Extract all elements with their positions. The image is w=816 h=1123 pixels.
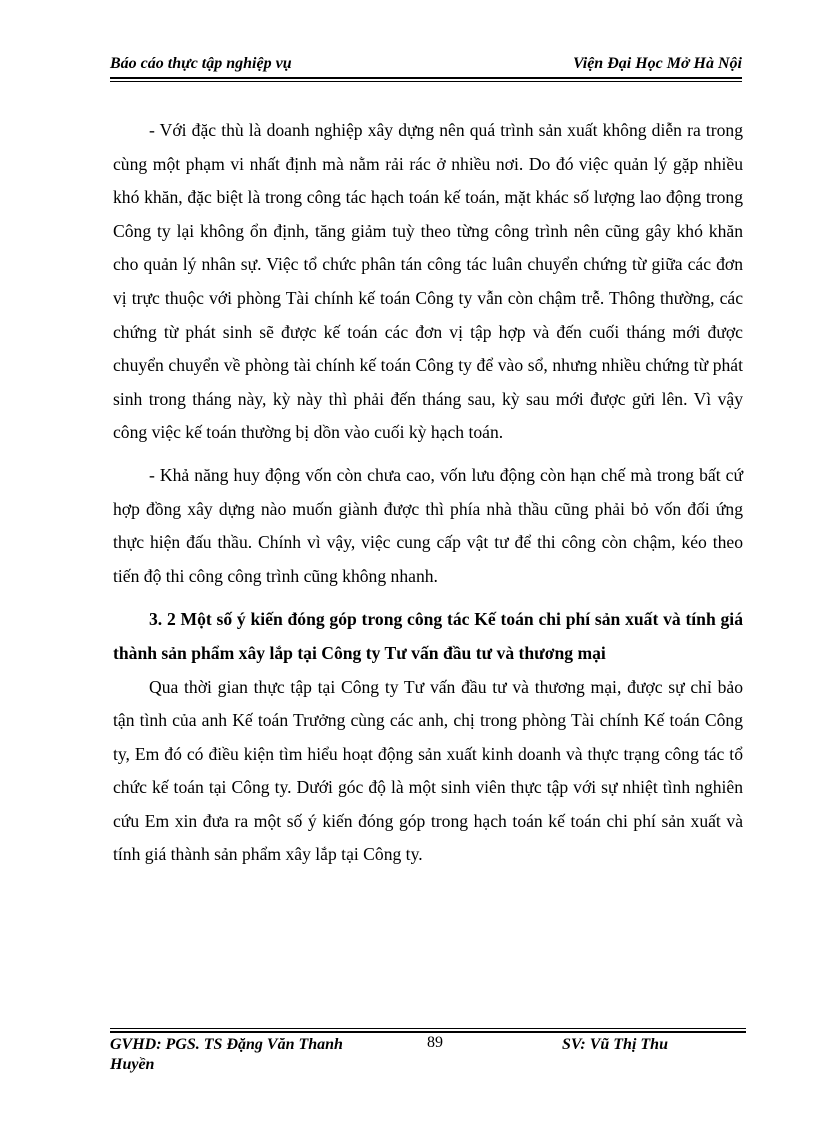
page-footer: [110, 1033, 746, 1083]
header-divider: [110, 77, 742, 82]
paragraph-internship-intro: Qua thời gian thực tập tại Công ty Tư vấn đầu tư và thương mại, được sự chỉ bảo tận tình của anh Kế toán Trưởng cùng các anh, chị trong phòng Tài chính Kế toán Công ty, Em đó có điều kiện tìm hiểu hoạt động sản xuất kinh doanh và thực trạng công tác tổ chức kế toán tại Công ty. Dưới góc độ là một sinh viên thực tập với sự nhiệt tình nghiên cứu Em xin đưa ra một số ý kiến đóng góp trong hạch toán kế toán chi phí sản xuất và tính giá thành sản phẩm xây lắp tại Công ty.: [113, 676, 743, 865]
page-number: 89: [427, 1034, 443, 1051]
advisor-name: GVHD: PGS. TS Đặng Văn Thanh Huyền: [110, 1036, 343, 1073]
institution-name: Viện Đại Học Mở Hà Nội: [572, 55, 742, 72]
report-title: Báo cáo thực tập nghiệp vụ: [110, 55, 292, 72]
paragraph-decentralized-operations: - Với đặc thù là doanh nghiệp xây dựng nên quá trình sản xuất không diễn ra trong cùng một phạm vi nhất định mà nằm rải rác ở nhiều nơi. Do đó việc quản lý gặp nhiều khó khăn, đặc biệt là trong công tác hạch toán kế toán, mặt khác số lượng lao động trong Công ty lại không ổn định, tăng giảm tuỳ theo từng công trình nên cũng gây khó khăn cho quản lý nhân sự. Việc tổ chức phân tán công tác luân chuyển chứng từ giữa các đơn vị trực thuộc với phòng Tài chính kế toán Công ty vẫn còn chậm trễ. Thông thường, các chứng từ phát sinh sẽ được kế toán các đơn vị tập hợp và đến cuối tháng mới được chuyển chuyển về phòng tài chính kế toán Công ty để vào sổ, nhưng nhiều chứng từ phát sinh trong tháng này, kỳ này thì phải đến tháng sau, kỳ sau mới được gửi lên. Vì vậy công việc kế toán thường bị dồn vào cuối kỳ hạch toán.: [113, 120, 743, 443]
page-header: [110, 52, 742, 76]
document-body: [113, 114, 743, 872]
section-heading: 3. 2 Một số ý kiến đóng góp trong công tác Kế toán chi phí sản xuất và tính giá thành sản phẩm xây lắp tại Công ty Tư vấn đầu tư và thương mại: [113, 609, 743, 663]
paragraph-capital-mobilization: - Khả năng huy động vốn còn chưa cao, vốn lưu động còn hạn chế mà trong bất cứ hợp đồng xây dựng nào muốn giành được thì phía nhà thầu cũng phải bỏ vốn đối ứng thực hiện đấu thầu. Chính vì vậy, việc cung cấp vật tư để thi công còn chậm, kéo theo tiến độ thi công công trình cũng không nhanh.: [113, 464, 743, 586]
student-name: SV: Vũ Thị Thu: [562, 1036, 668, 1053]
